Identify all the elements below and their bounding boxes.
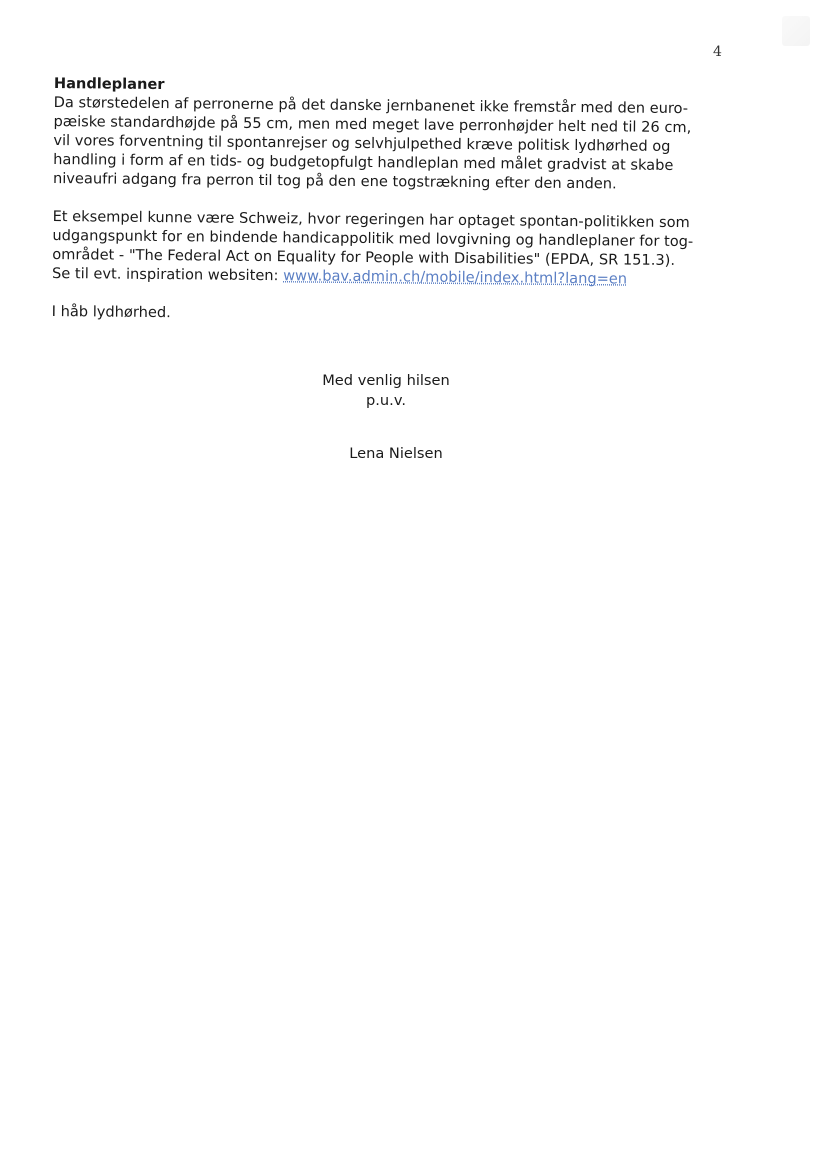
paragraph-line: Da størstedelen af perronerne på det danske jernbanenet ikke fremstår med den euro- bbox=[53, 93, 689, 118]
paragraph-line: pæiske standardhøjde på 55 cm, men med meget lave perronhøjder helt ned til 26 cm, bbox=[53, 112, 692, 137]
closing-remark: I håb lydhørhed. bbox=[51, 302, 171, 322]
paragraph-switzerland-example bbox=[52, 207, 733, 290]
website-link[interactable]: www.bav.admin.ch/mobile/index.html?lang=en bbox=[283, 267, 628, 288]
paragraph-line: området - "The Federal Act on Equality for People with Disabilities" (EPDA, SR 151.3). bbox=[52, 245, 676, 269]
section-heading: Handleplaner bbox=[53, 74, 165, 94]
paragraph-line: udgangspunkt for en bindende handicappolitik med lovgivning og handleplaner for tog- bbox=[52, 226, 694, 251]
signature-puv: p.u.v. bbox=[366, 392, 406, 409]
scan-corner-mark bbox=[782, 16, 810, 46]
paragraph-line: vil vores forventning til spontanrejser og selvhjulpethed kræve politisk lydhørhed og bbox=[53, 131, 671, 155]
signature-name: Lena Nielsen bbox=[349, 445, 443, 462]
paragraph-line: niveaufri adgang fra perron til tog på den ene togstrækning efter den anden. bbox=[52, 169, 617, 193]
paragraph-line: Et eksempel kunne være Schweiz, hvor regeringen har optaget spontan-politikken som bbox=[52, 207, 690, 232]
link-intro-text: Se til evt. inspiration websiten: bbox=[52, 264, 284, 285]
letter-body bbox=[52, 74, 734, 328]
paragraph-action-plans bbox=[53, 93, 734, 195]
signature-greeting: Med venlig hilsen bbox=[322, 372, 450, 389]
page-number: 4 bbox=[713, 44, 722, 60]
paragraph-line: handling i form af en tids- og budgetopfulgt handleplan med målet gradvist at skabe bbox=[53, 150, 674, 174]
